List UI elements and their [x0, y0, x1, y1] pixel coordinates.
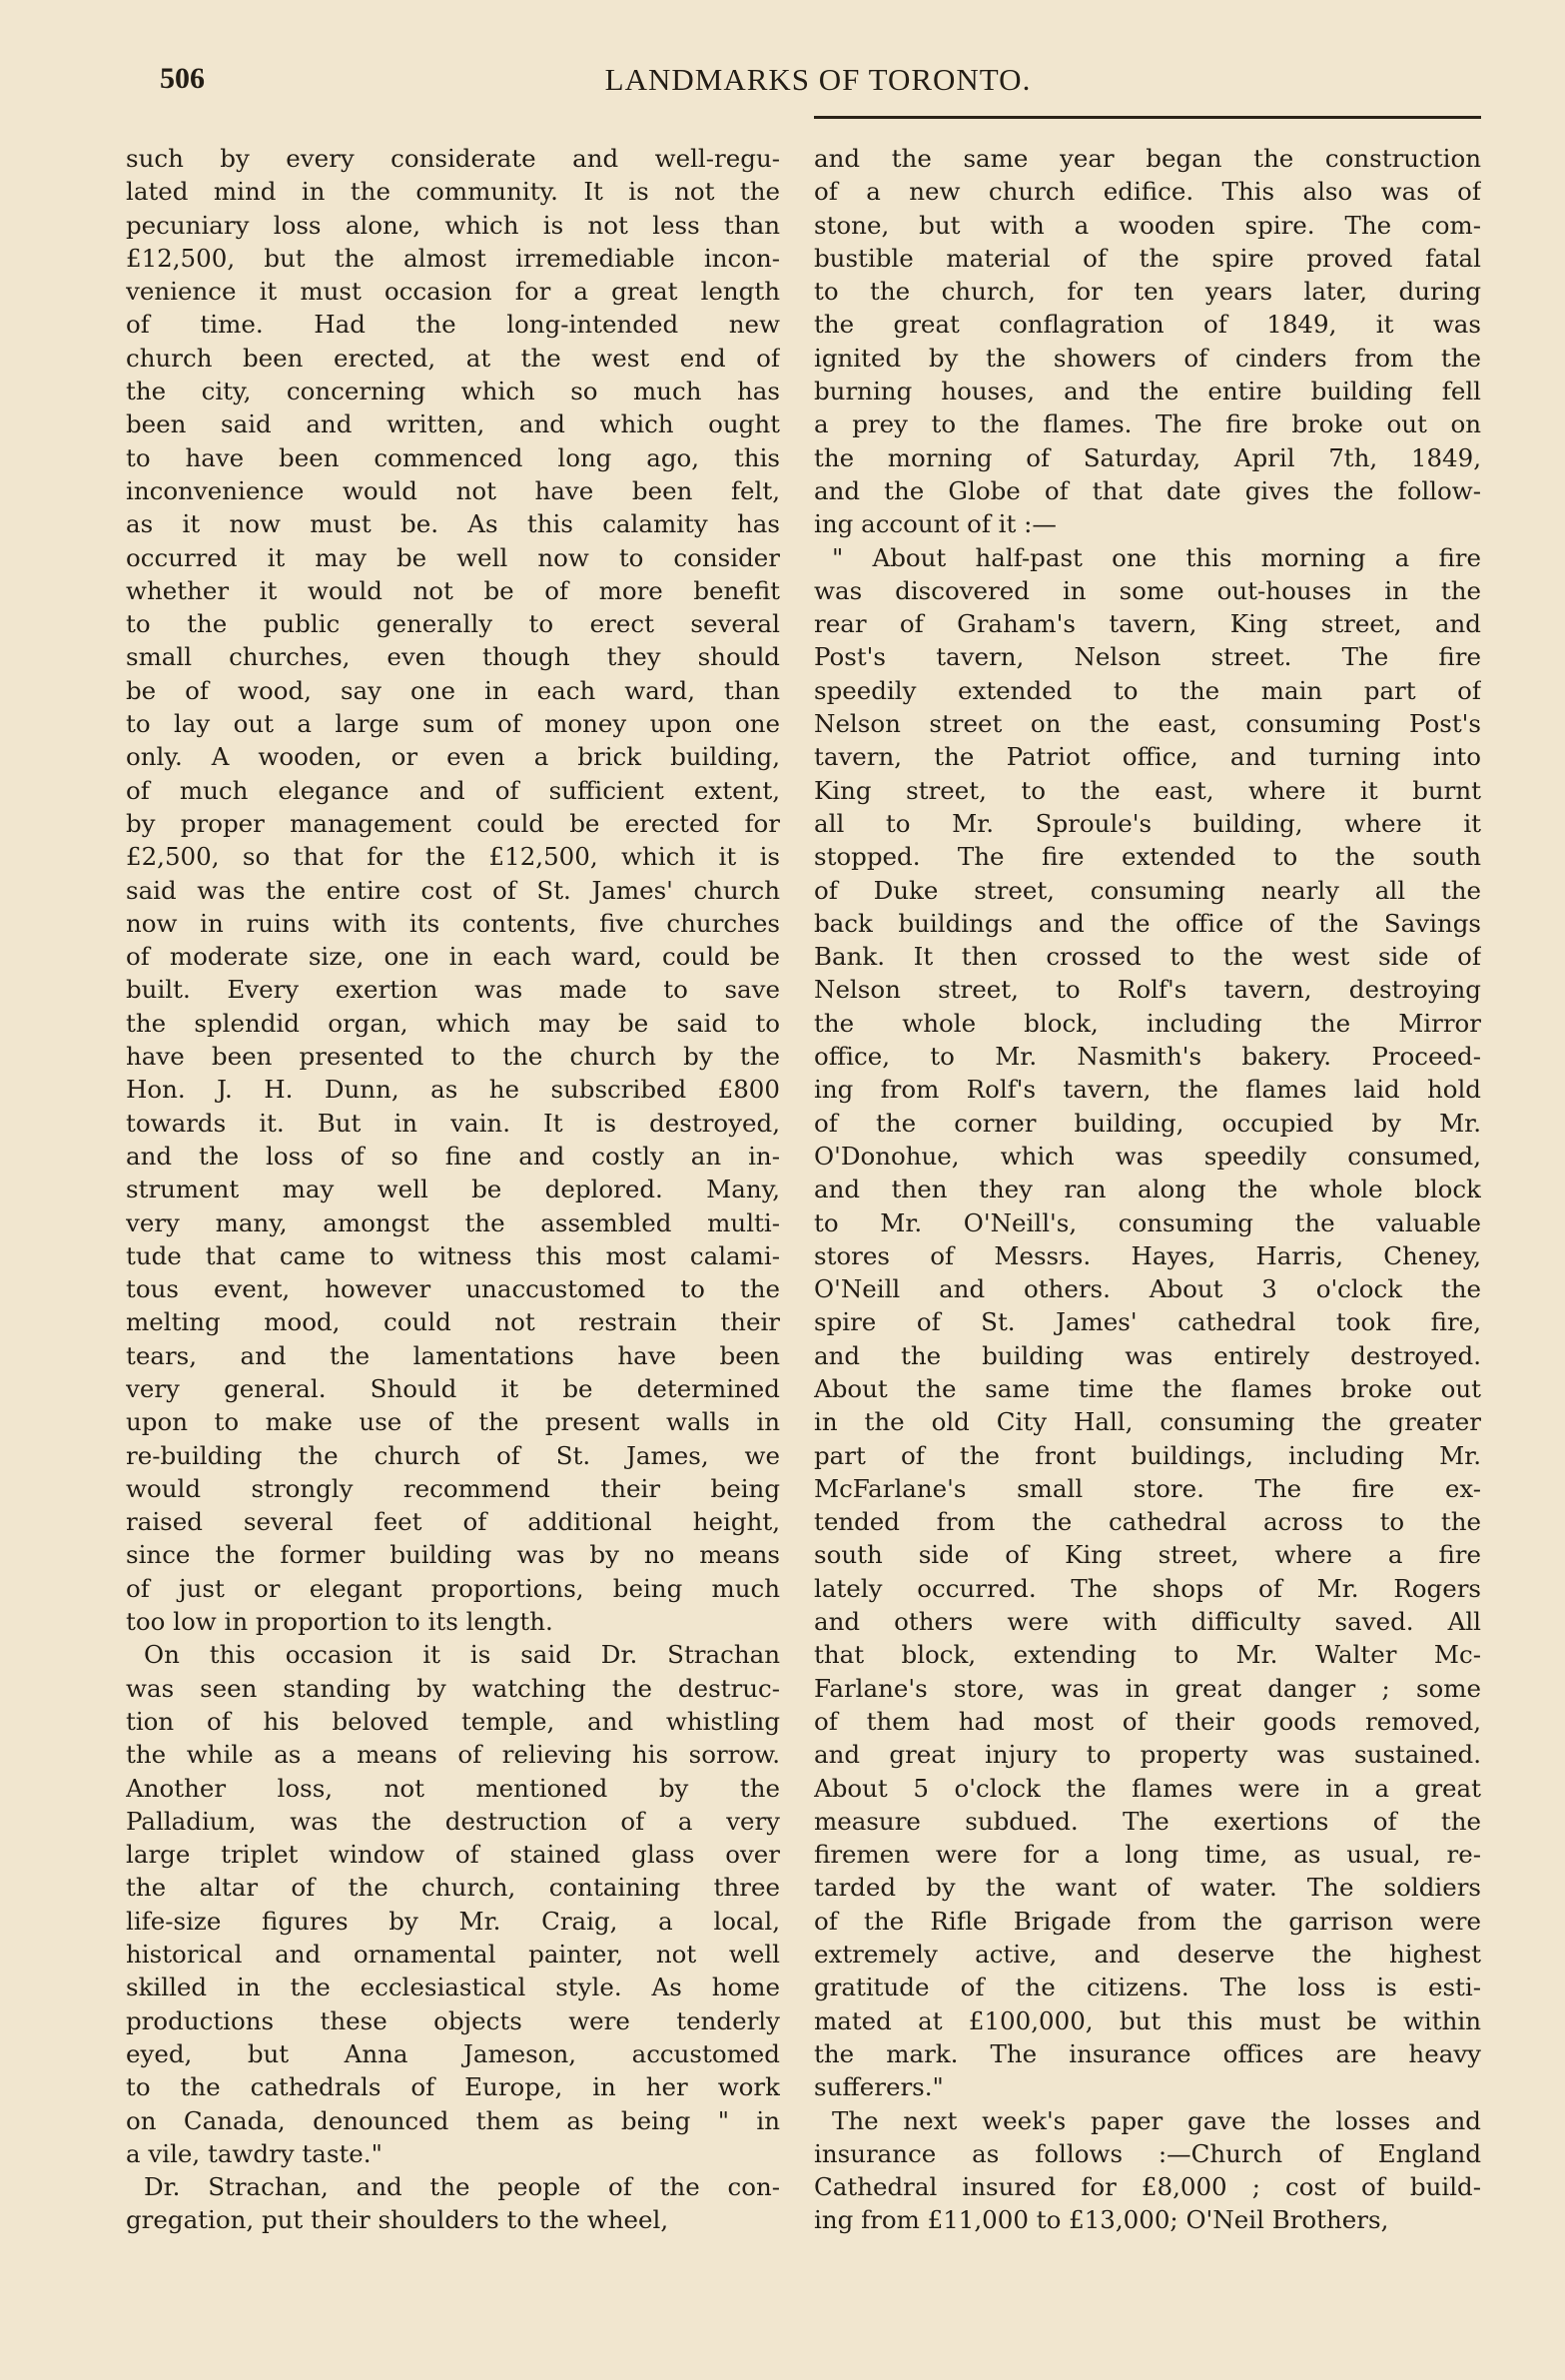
left-column-line: tous event, however unaccustomed to the — [126, 1274, 780, 1304]
right-column-line: of Duke street, consuming nearly all the — [814, 875, 1481, 905]
left-column-line: large triplet window of stained glass over — [126, 1840, 780, 1870]
left-column-line: to have been commenced long ago, this — [126, 442, 780, 472]
left-column-line: very general. Should it be determined — [126, 1373, 780, 1403]
left-column-line: gregation, put their shoulders to the wheel, — [126, 2205, 669, 2235]
left-column-line: would strongly recommend their being — [126, 1473, 780, 1503]
left-column-line: said was the entire cost of St. James' church — [126, 875, 780, 905]
header-rule — [814, 116, 1481, 119]
right-column-line: About 5 o'clock the flames were in a great — [814, 1773, 1481, 1803]
left-column-line: as it now must be. As this calamity has — [126, 509, 780, 539]
right-column-line: was discovered in some out-houses in the — [814, 575, 1481, 605]
left-column-line: tion of his beloved temple, and whistling — [126, 1706, 780, 1736]
left-column-line: the city, concerning which so much has — [126, 377, 780, 406]
left-column-line: the splendid organ, which may be said to — [126, 1008, 780, 1038]
left-column-line: inconvenience would not have been felt, — [126, 475, 780, 505]
right-column-line: Nelson street on the east, consuming Post's — [814, 709, 1481, 739]
left-column-line: to the public generally to erect several — [126, 609, 780, 639]
left-column-line: Another loss, not mentioned by the — [126, 1773, 780, 1803]
right-column-line: mated at £100,000, but this must be within — [814, 2005, 1481, 2035]
left-column-line: On this occasion it is said Dr. Strachan — [144, 1640, 780, 1670]
right-column-line: of them had most of their goods removed, — [814, 1706, 1481, 1736]
left-column-line: very many, amongst the assembled multi- — [126, 1207, 780, 1237]
right-column-line: measure subdued. The exertions of the — [814, 1806, 1481, 1836]
right-column-line: stores of Messrs. Hayes, Harris, Cheney, — [814, 1240, 1481, 1270]
right-column-line: tarded by the want of water. The soldiers — [814, 1873, 1481, 1903]
left-column-line: of much elegance and of sufficient extent, — [126, 775, 780, 805]
right-column-line: the morning of Saturday, April 7th, 1849, — [814, 442, 1481, 472]
right-column-line: bustible material of the spire proved fatal — [814, 243, 1481, 273]
right-column-line: ing account of it :— — [814, 509, 1057, 539]
right-column-line: rear of Graham's tavern, King street, and — [814, 609, 1481, 639]
left-column-line: £2,500, so that for the £12,500, which it is — [126, 842, 780, 872]
left-column-line: tears, and the lamentations have been — [126, 1340, 780, 1370]
right-column-line: the whole block, including the Mirror — [814, 1008, 1481, 1038]
right-column-line: Bank. It then crossed to the west side of — [814, 942, 1481, 972]
right-column-line: and great injury to property was sustained. — [814, 1740, 1481, 1770]
left-column-line: since the former building was by no means — [126, 1540, 780, 1570]
left-column-line: venience it must occasion for a great length — [126, 277, 780, 307]
right-column-line: back buildings and the office of the Savings — [814, 908, 1481, 938]
left-column-line: strument may well be deplored. Many, — [126, 1175, 780, 1204]
left-column-line: Hon. J. H. Dunn, as he subscribed £800 — [126, 1075, 780, 1105]
left-column-line: towards it. But in vain. It is destroyed, — [126, 1108, 780, 1138]
right-column-line: to the church, for ten years later, during — [814, 277, 1481, 307]
right-column-line: gratitude of the citizens. The loss is esti- — [814, 1973, 1481, 2002]
left-column-line: skilled in the ecclesiastical style. As home — [126, 1973, 780, 2002]
right-column-line: spire of St. James' cathedral took fire, — [814, 1307, 1481, 1337]
right-column-line: extremely active, and deserve the highest — [814, 1940, 1481, 1970]
left-column-line: raised several feet of additional height, — [126, 1507, 780, 1537]
left-column-line: such by every considerate and well-regu- — [126, 144, 780, 173]
left-column-line: productions these objects were tenderly — [126, 2005, 780, 2035]
left-column-line: been said and written, and which ought — [126, 409, 780, 439]
right-column-line: in the old City Hall, consuming the greater — [814, 1407, 1481, 1437]
left-column-line: the while as a means of relieving his sorrow. — [126, 1740, 780, 1770]
left-column-line: lated mind in the community. It is not the — [126, 177, 780, 207]
left-column-line: upon to make use of the present walls in — [126, 1407, 780, 1437]
right-column-line: stopped. The fire extended to the south — [814, 842, 1481, 872]
left-column-line: Dr. Strachan, and the people of the con- — [144, 2172, 780, 2202]
right-column-line: the mark. The insurance offices are heavy — [814, 2038, 1481, 2068]
right-text-column — [814, 142, 1481, 2237]
left-column-line: and the loss of so fine and costly an in- — [126, 1141, 780, 1171]
right-column-line: Nelson street, to Rolf's tavern, destroying — [814, 975, 1481, 1005]
left-column-line: church been erected, at the west end of — [126, 343, 780, 373]
left-column-line: now in ruins with its contents, five churches — [126, 908, 780, 938]
left-column-line: a vile, tawdry taste." — [126, 2138, 383, 2168]
left-column-line: be of wood, say one in each ward, than — [126, 675, 780, 705]
right-column-line: of the corner building, occupied by Mr. — [814, 1108, 1481, 1138]
left-column-line: re-building the church of St. James, we — [126, 1440, 780, 1470]
left-text-column — [126, 142, 780, 2237]
right-column-line: Post's tavern, Nelson street. The fire — [814, 642, 1481, 672]
left-column-line: only. A wooden, or even a brick building, — [126, 742, 780, 772]
left-column-line: melting mood, could not restrain their — [126, 1307, 780, 1337]
right-column-line: office, to Mr. Nasmith's bakery. Proceed- — [814, 1042, 1481, 1072]
left-column-line: was seen standing by watching the destruc- — [126, 1673, 780, 1703]
left-column-line: eyed, but Anna Jameson, accustomed — [126, 2038, 780, 2068]
left-column-line: have been presented to the church by the — [126, 1042, 780, 1072]
right-column-line: all to Mr. Sproule's building, where it — [814, 808, 1481, 838]
left-column-line: to the cathedrals of Europe, in her work — [126, 2072, 780, 2102]
right-column-line: tavern, the Patriot office, and turning into — [814, 742, 1481, 772]
right-column-line: tended from the cathedral across to the — [814, 1507, 1481, 1537]
right-column-line: ing from £11,000 to £13,000; O'Neil Brothers, — [814, 2205, 1389, 2235]
right-column-line: About the same time the flames broke out — [814, 1373, 1481, 1403]
right-column-line: " About half-past one this morning a fire — [832, 542, 1481, 572]
page-number: 506 — [160, 62, 205, 95]
right-column-line: O'Donohue, which was speedily consumed, — [814, 1141, 1481, 1171]
right-column-line: to Mr. O'Neill's, consuming the valuable — [814, 1207, 1481, 1237]
right-column-line: O'Neill and others. About 3 o'clock the — [814, 1274, 1481, 1304]
right-column-line: of a new church edifice. This also was of — [814, 177, 1481, 207]
left-column-line: life-size figures by Mr. Craig, a local, — [126, 1906, 780, 1936]
left-column-line: occurred it may be well now to consider — [126, 542, 780, 572]
right-column-line: and the same year began the construction — [814, 144, 1481, 173]
left-column-line: Palladium, was the destruction of a very — [126, 1806, 780, 1836]
left-column-line: historical and ornamental painter, not well — [126, 1940, 780, 1970]
right-column-line: ignited by the showers of cinders from the — [814, 343, 1481, 373]
left-column-line: of moderate size, one in each ward, could be — [126, 942, 780, 972]
left-column-line: tude that came to witness this most calami- — [126, 1240, 780, 1270]
right-column-line: south side of King street, where a fire — [814, 1540, 1481, 1570]
left-column-line: of just or elegant proportions, being much — [126, 1573, 780, 1603]
right-column-line: and then they ran along the whole block — [814, 1175, 1481, 1204]
right-column-line: King street, to the east, where it burnt — [814, 775, 1481, 805]
left-column-line: £12,500, but the almost irremediable incon- — [126, 243, 780, 273]
left-column-line: too low in proportion to its length. — [126, 1607, 553, 1637]
right-column-line: burning houses, and the entire building fell — [814, 377, 1481, 406]
left-column-line: built. Every exertion was made to save — [126, 975, 780, 1005]
left-column-line: of time. Had the long-intended new — [126, 310, 780, 340]
right-column-line: stone, but with a wooden spire. The com- — [814, 210, 1481, 240]
right-column-line: lately occurred. The shops of Mr. Rogers — [814, 1573, 1481, 1603]
page-header — [160, 62, 1476, 106]
left-column-line: on Canada, denounced them as being " in — [126, 2105, 780, 2135]
right-column-line: that block, extending to Mr. Walter Mc- — [814, 1640, 1481, 1670]
right-column-line: McFarlane's small store. The fire ex- — [814, 1473, 1481, 1503]
right-column-line: and the building was entirely destroyed. — [814, 1340, 1481, 1370]
left-column-line: small churches, even though they should — [126, 642, 780, 672]
right-column-line: Farlane's store, was in great danger ; some — [814, 1673, 1481, 1703]
left-column-line: by proper management could be erected for — [126, 808, 780, 838]
right-column-line: speedily extended to the main part of — [814, 675, 1481, 705]
right-column-line: the great conflagration of 1849, it was — [814, 310, 1481, 340]
left-column-line: pecuniary loss alone, which is not less than — [126, 210, 780, 240]
left-column-line: the altar of the church, containing three — [126, 1873, 780, 1903]
running-title: LANDMARKS OF TORONTO. — [604, 62, 1032, 97]
right-column-line: Cathedral insured for £8,000 ; cost of build- — [814, 2172, 1481, 2202]
right-column-line: and others were with difficulty saved. All — [814, 1607, 1481, 1637]
left-column-line: to lay out a large sum of money upon one — [126, 709, 780, 739]
right-column-line: sufferers." — [814, 2072, 944, 2102]
left-column-line: whether it would not be of more benefit — [126, 575, 780, 605]
right-column-line: ing from Rolf's tavern, the flames laid hold — [814, 1075, 1481, 1105]
right-column-line: of the Rifle Brigade from the garrison were — [814, 1906, 1481, 1936]
right-column-line: firemen were for a long time, as usual, re- — [814, 1840, 1481, 1870]
right-column-line: a prey to the flames. The fire broke out on — [814, 409, 1481, 439]
right-column-line: part of the front buildings, including Mr. — [814, 1440, 1481, 1470]
right-column-line: and the Globe of that date gives the follow- — [814, 475, 1481, 505]
right-column-line: The next week's paper gave the losses and — [832, 2105, 1481, 2135]
right-column-line: insurance as follows :—Church of England — [814, 2138, 1481, 2168]
